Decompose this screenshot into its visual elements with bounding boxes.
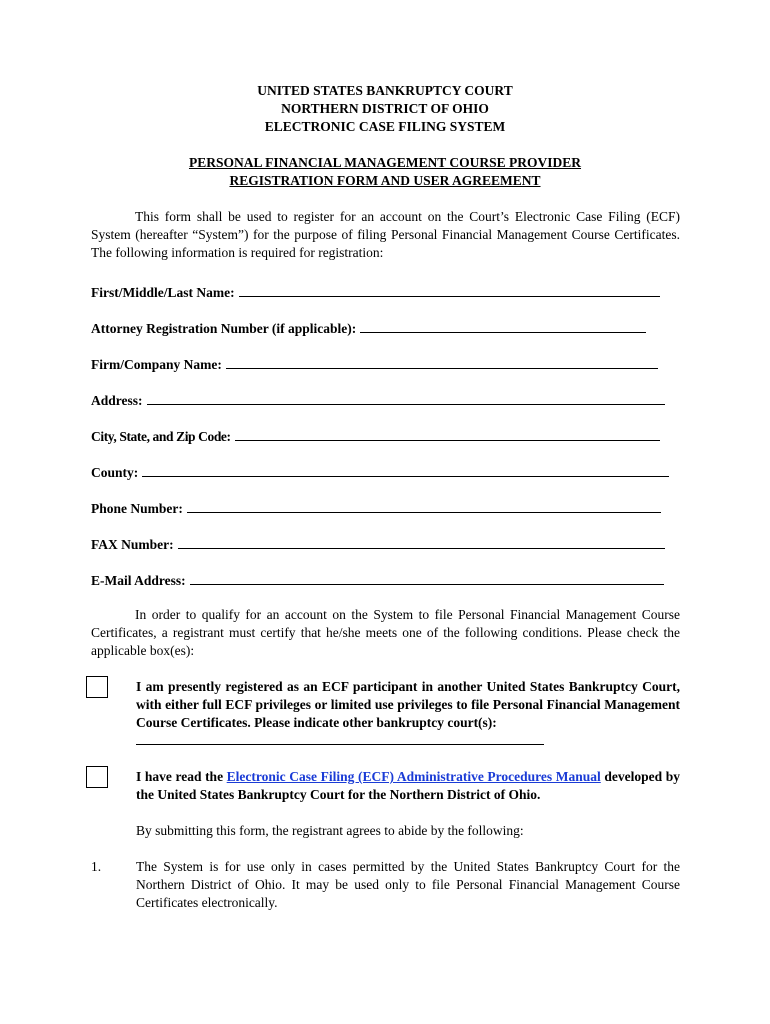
fax-field[interactable] bbox=[91, 535, 665, 554]
attorney-number-label: Attorney Registration Number (if applicable): bbox=[91, 321, 357, 336]
item-text: The System is for use only in cases permitted by the United States Bankruptcy Court for the Northern District of Ohio. It may be used only to file Personal Financial Management Course Certificates electronically. bbox=[136, 859, 680, 910]
intro-paragraph: This form shall be used to register for an account on the Court’s Electronic Case Filing (ECF) System (hereafter “System”) for the purpose of filing Personal Financial Management Course Certificates. The following information is required for registration: bbox=[91, 209, 680, 260]
attorney-number-input-line[interactable] bbox=[360, 319, 646, 333]
phone-input-line[interactable] bbox=[187, 499, 661, 513]
district-name: NORTHERN DISTRICT OF OHIO bbox=[281, 101, 489, 116]
city-state-zip-input-line[interactable] bbox=[235, 427, 660, 441]
procedures-manual-link[interactable]: Electronic Case Filing (ECF) Administrative Procedures Manual bbox=[226, 769, 601, 784]
other-courts-input-line[interactable] bbox=[136, 732, 544, 745]
city-state-zip-label: City, State, and Zip Code: bbox=[91, 429, 231, 444]
fax-input-line[interactable] bbox=[178, 535, 665, 549]
phone-field[interactable] bbox=[91, 499, 661, 518]
attorney-number-field[interactable] bbox=[91, 319, 646, 338]
address-label: Address: bbox=[91, 393, 143, 408]
item-number: 1. bbox=[91, 859, 102, 874]
form-title-line2: REGISTRATION FORM AND USER AGREEMENT bbox=[229, 173, 541, 188]
county-field[interactable] bbox=[91, 463, 669, 482]
name-field[interactable] bbox=[91, 283, 660, 302]
email-label: E-Mail Address: bbox=[91, 573, 186, 588]
firm-field[interactable] bbox=[91, 355, 658, 374]
county-input-line[interactable] bbox=[142, 463, 669, 477]
county-label: County: bbox=[91, 465, 139, 480]
name-input-line[interactable] bbox=[239, 283, 660, 297]
agree-paragraph: By submitting this form, the registrant agrees to abide by the following: bbox=[136, 823, 524, 838]
system-name: ELECTRONIC CASE FILING SYSTEM bbox=[264, 119, 506, 134]
court-name: UNITED STATES BANKRUPTCY COURT bbox=[257, 83, 513, 98]
email-field[interactable] bbox=[91, 571, 664, 590]
name-label: First/Middle/Last Name: bbox=[91, 285, 235, 300]
email-input-line[interactable] bbox=[190, 571, 664, 585]
read-manual-text: I have read the Electronic Case Filing (ECF) Administrative Procedures Manual developed by the United States Bankruptcy Court for the Northern District of Ohio. bbox=[136, 769, 680, 802]
fax-label: FAX Number: bbox=[91, 537, 174, 552]
form-title-line1: PERSONAL FINANCIAL MANAGEMENT COURSE PROVIDER bbox=[188, 155, 582, 170]
address-field[interactable] bbox=[91, 391, 665, 410]
registered-elsewhere-checkbox[interactable] bbox=[86, 676, 108, 698]
firm-label: Firm/Company Name: bbox=[91, 357, 222, 372]
phone-label: Phone Number: bbox=[91, 501, 183, 516]
address-input-line[interactable] bbox=[147, 391, 665, 405]
qualify-paragraph: In order to qualify for an account on the System to file Personal Financial Management Course Certificates, a registrant must certify that he/she meets one of the following conditions. Please check the applicable box(es): bbox=[91, 607, 680, 658]
registered-elsewhere-text: I am presently registered as an ECF participant in another United States Bankruptcy Court, with either full ECF privileges or limited use privileges to file Personal Financial Management Course Certificates. Please indicate other bankruptcy court(s): bbox=[136, 678, 680, 745]
firm-input-line[interactable] bbox=[226, 355, 658, 369]
read-manual-checkbox[interactable] bbox=[86, 766, 108, 788]
city-state-zip-field[interactable] bbox=[91, 427, 660, 446]
